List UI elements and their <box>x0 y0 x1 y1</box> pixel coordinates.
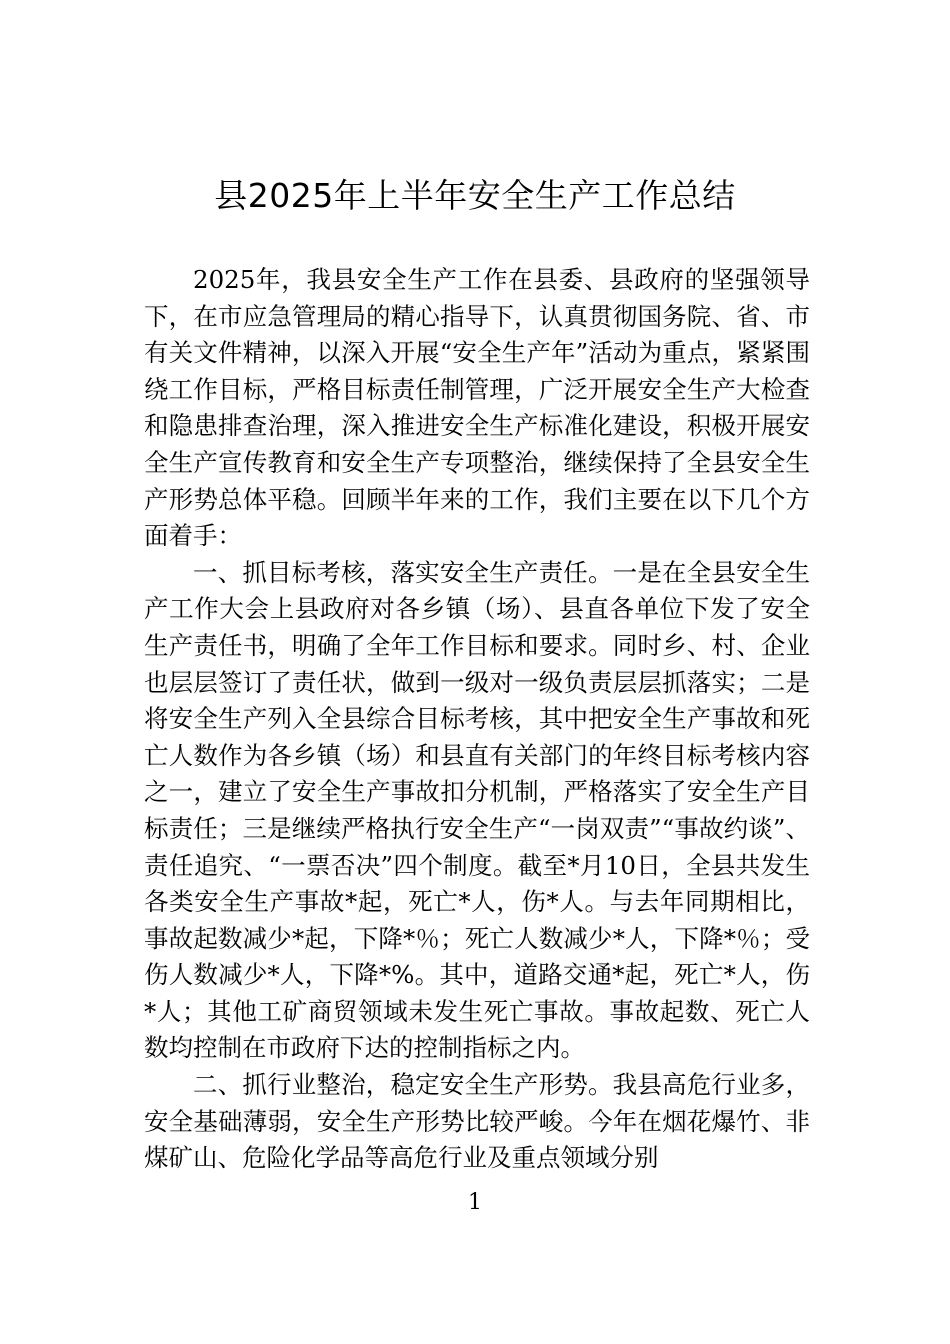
document-body <box>144 262 810 1177</box>
page-number: 1 <box>468 1190 482 1215</box>
document-title: 县2025年上半年安全生产工作总结 <box>214 176 736 215</box>
paragraph-intro: 2025年，我县安全生产工作在县委、县政府的坚强领导下，在市应急管理局的精心指导下，认真贯彻国务院、省、市有关文件精神，以深入开展“安全生产年”活动为重点，紧紧围绕工作目标，严格目标责任制管理，广泛开展安全生产大检查和隐患排查治理，深入推进安全生产标准化建设，积极开展安全生产宣传教育和安全生产专项整治，继续保持了全县安全生产形势总体平稳。回顾半年来的工作，我们主要在以下几个方面着手： <box>144 265 810 551</box>
paragraph-section-one: 一、抓目标考核，落实安全生产责任。一是在全县安全生产工作大会上县政府对各乡镇（场）、县直各单位下发了安全生产责任书，明确了全年工作目标和要求。同时乡、村、企业也层层签订了责任状，做到一级对一级负责层层抓落实；二是将安全生产列入全县综合目标考核，其中把安全生产事故和死亡人数作为各乡镇（场）和县直有关部门的年终目标考核内容之一，建立了安全生产事故扣分机制，严格落实了安全生产目标责任；三是继续严格执行安全生产“一岗双责”“事故约谈”、责任追究、“一票否决”四个制度。截至*月10日，全县共发生各类安全生产事故*起，死亡*人，伤*人。与去年同期相比，事故起数减少*起，下降*％；死亡人数减少*人，下降*％；受伤人数减少*人，下降*%。其中，道路交通*起，死亡*人，伤*人；其他工矿商贸领域未发生死亡事故。事故起数、死亡人数均控制在市政府下达的控制指标之内。 <box>144 557 810 1063</box>
paragraph-section-two: 二、抓行业整治，稳定安全生产形势。我县高危行业多，安全基础薄弱，安全生产形势比较严峻。今年在烟花爆竹、非煤矿山、危险化学品等高危行业及重点领域分别 <box>144 1070 810 1173</box>
